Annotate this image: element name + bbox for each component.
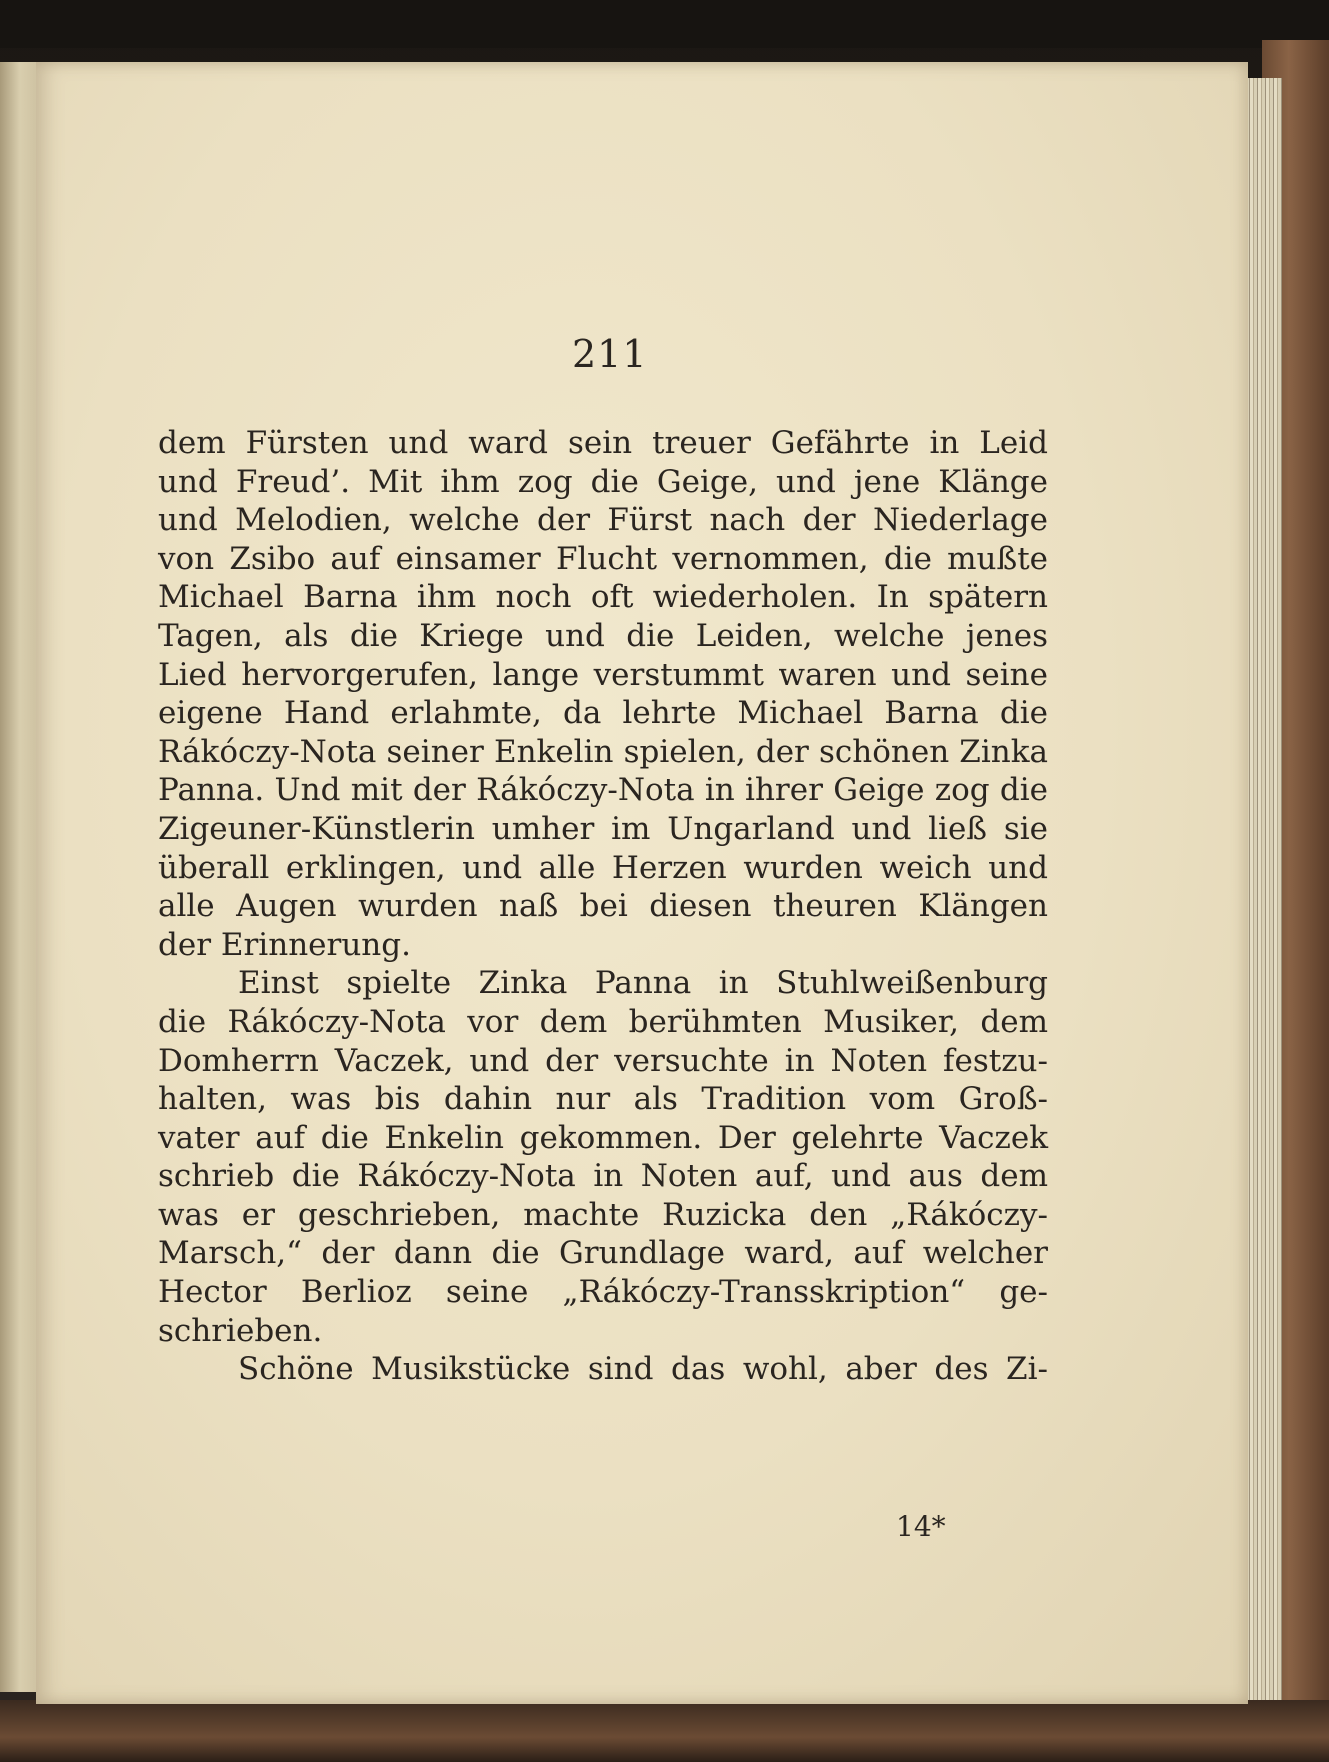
text-line: was er geschrieben, machte Ruzicka den „Rákóczy-	[158, 1196, 1048, 1233]
text-line: die Rákóczy-Nota vor dem berühmten Musiker, dem	[158, 1003, 1048, 1040]
text-line: überall erklingen, und alle Herzen wurden weich und	[158, 849, 1048, 886]
text-line: Rákóczy-Nota seiner Enkelin spielen, der schönen Zinka	[158, 733, 1048, 770]
text-line: Schöne Musikstücke sind das wohl, aber des Zi-	[238, 1351, 1048, 1388]
text-line: Tagen, als die Kriege und die Leiden, welche jenes	[158, 617, 1048, 654]
text-line: Hector Berlioz seine „Rákóczy-Transskription“ ge-	[158, 1274, 1048, 1311]
text-line: Panna. Und mit der Rákóczy-Nota in ihrer Geige zog die	[158, 772, 1048, 809]
text-line: vater auf die Enkelin gekommen. Der gelehrte Vaczek	[158, 1119, 1048, 1156]
text-line: Domherrn Vaczek, und der versuchte in Noten festzu-	[158, 1042, 1048, 1079]
text-line: halten, was bis dahin nur als Tradition vom Groß-	[158, 1081, 1048, 1118]
text-line: der Erinnerung.	[158, 926, 411, 963]
page-edges	[1242, 78, 1282, 1708]
text-line: und Freud’. Mit ihm zog die Geige, und jene Klänge	[158, 463, 1048, 500]
page-number: 211	[572, 332, 648, 376]
body-text	[158, 424, 1048, 1389]
book-cover-bottom	[0, 1700, 1329, 1762]
text-line: Michael Barna ihm noch oft wiederholen. In spätern	[158, 579, 1048, 616]
facing-page-edge	[0, 62, 38, 1692]
text-line: schrieben.	[158, 1312, 323, 1349]
text-line: Zigeuner-Künstlerin umher im Ungarland und ließ sie	[158, 810, 1048, 847]
text-line: eigene Hand erlahmte, da lehrte Michael Barna die	[158, 695, 1048, 732]
text-line: dem Fürsten und ward sein treuer Gefährte in Leid	[158, 425, 1048, 461]
text-line: und Melodien, welche der Fürst nach der Niederlage	[158, 502, 1048, 539]
scanner-background	[0, 0, 1329, 48]
text-line: schrieb die Rákóczy-Nota in Noten auf, und aus dem	[158, 1158, 1048, 1195]
text-line: Einst spielte Zinka Panna in Stuhlweißenburg	[238, 965, 1048, 1002]
text-line: Lied hervorgerufen, lange verstummt waren und seine	[158, 656, 1048, 693]
text-line: alle Augen wurden naß bei diesen theuren Klängen	[158, 888, 1048, 925]
text-line: Marsch,“ der dann die Grundlage ward, auf welcher	[158, 1235, 1048, 1272]
text-line: von Zsibo auf einsamer Flucht vernommen, die mußte	[158, 540, 1048, 577]
signature-mark: 14*	[896, 1510, 946, 1543]
book-page	[36, 62, 1248, 1704]
